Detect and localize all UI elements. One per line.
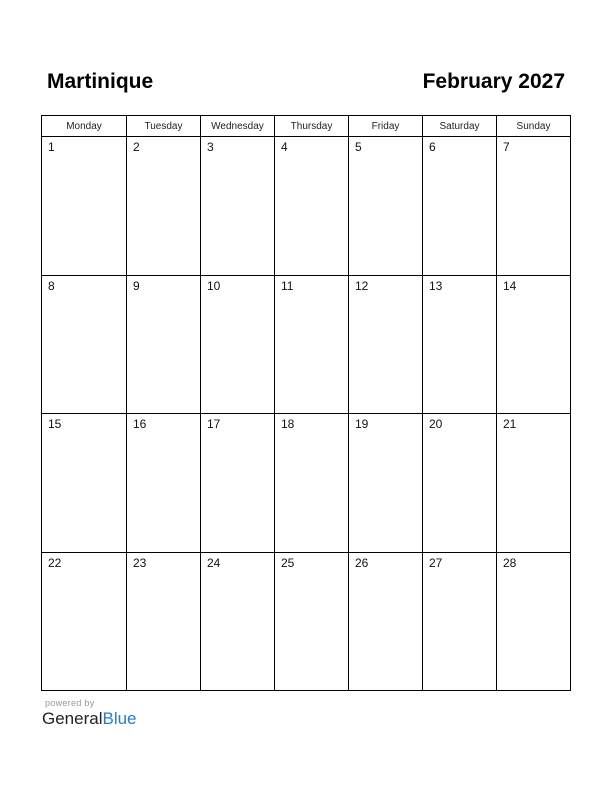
day-number: 11 bbox=[281, 279, 294, 293]
day-number: 17 bbox=[207, 417, 221, 431]
day-cell bbox=[275, 553, 349, 691]
day-number: 23 bbox=[133, 556, 147, 570]
day-cell bbox=[127, 276, 201, 413]
day-cell bbox=[497, 137, 570, 275]
day-cell bbox=[349, 137, 423, 275]
weekday-friday: Friday bbox=[349, 116, 423, 136]
day-cell bbox=[201, 137, 275, 275]
day-number: 28 bbox=[503, 556, 517, 570]
day-number: 1 bbox=[48, 140, 55, 154]
day-number: 27 bbox=[429, 556, 443, 570]
day-cell bbox=[201, 553, 275, 691]
day-cell bbox=[127, 137, 201, 275]
day-number: 4 bbox=[281, 140, 288, 154]
week-row bbox=[42, 414, 570, 553]
week-row bbox=[42, 276, 570, 414]
day-number: 24 bbox=[207, 556, 221, 570]
day-number: 19 bbox=[355, 417, 369, 431]
day-cell bbox=[127, 414, 201, 552]
day-cell bbox=[275, 414, 349, 552]
day-cell bbox=[497, 553, 570, 691]
weekday-monday: Monday bbox=[42, 116, 127, 136]
weekday-thursday: Thursday bbox=[275, 116, 349, 136]
day-number: 12 bbox=[355, 279, 369, 293]
day-number: 20 bbox=[429, 417, 443, 431]
day-number: 16 bbox=[133, 417, 147, 431]
day-number: 13 bbox=[429, 279, 443, 293]
logo-text-blue: Blue bbox=[102, 709, 137, 728]
day-cell bbox=[201, 414, 275, 552]
day-number: 6 bbox=[429, 140, 436, 154]
day-cell bbox=[349, 414, 423, 552]
day-number: 3 bbox=[207, 140, 214, 154]
day-number: 22 bbox=[48, 556, 62, 570]
day-number: 5 bbox=[355, 140, 362, 154]
day-number: 7 bbox=[503, 140, 510, 154]
day-cell bbox=[349, 276, 423, 413]
day-cell bbox=[201, 276, 275, 413]
weekday-wednesday: Wednesday bbox=[201, 116, 275, 136]
day-number: 9 bbox=[133, 279, 140, 293]
day-cell bbox=[423, 276, 497, 413]
day-number: 14 bbox=[503, 279, 517, 293]
day-number: 18 bbox=[281, 417, 295, 431]
day-cell bbox=[497, 276, 570, 413]
day-number: 2 bbox=[133, 140, 140, 154]
day-cell bbox=[423, 137, 497, 275]
weekday-tuesday: Tuesday bbox=[127, 116, 201, 136]
day-number: 26 bbox=[355, 556, 369, 570]
day-cell bbox=[275, 137, 349, 275]
logo-text-general: General bbox=[42, 709, 103, 728]
weekday-header-row bbox=[42, 116, 570, 137]
day-cell bbox=[127, 553, 201, 691]
generalblue-logo bbox=[42, 709, 137, 729]
day-cell bbox=[497, 414, 570, 552]
weekday-saturday: Saturday bbox=[423, 116, 497, 136]
day-cell bbox=[42, 276, 127, 413]
weekday-sunday: Sunday bbox=[516, 121, 551, 132]
day-number: 15 bbox=[48, 417, 62, 431]
day-number: 10 bbox=[207, 279, 221, 293]
day-cell bbox=[42, 553, 127, 691]
day-number: 21 bbox=[503, 417, 517, 431]
day-cell bbox=[42, 414, 127, 552]
day-cell bbox=[275, 276, 349, 413]
week-row bbox=[42, 553, 570, 691]
day-cell bbox=[349, 553, 423, 691]
calendar-country-title: Martinique bbox=[47, 70, 154, 93]
day-number: 25 bbox=[281, 556, 295, 570]
week-row bbox=[42, 137, 570, 276]
day-cell bbox=[423, 553, 497, 691]
calendar-month-title: February 2027 bbox=[422, 70, 565, 93]
day-cell bbox=[42, 137, 127, 275]
powered-by-label: powered by bbox=[45, 698, 95, 708]
calendar-grid bbox=[41, 115, 571, 691]
day-cell bbox=[423, 414, 497, 552]
day-number: 8 bbox=[48, 279, 55, 293]
